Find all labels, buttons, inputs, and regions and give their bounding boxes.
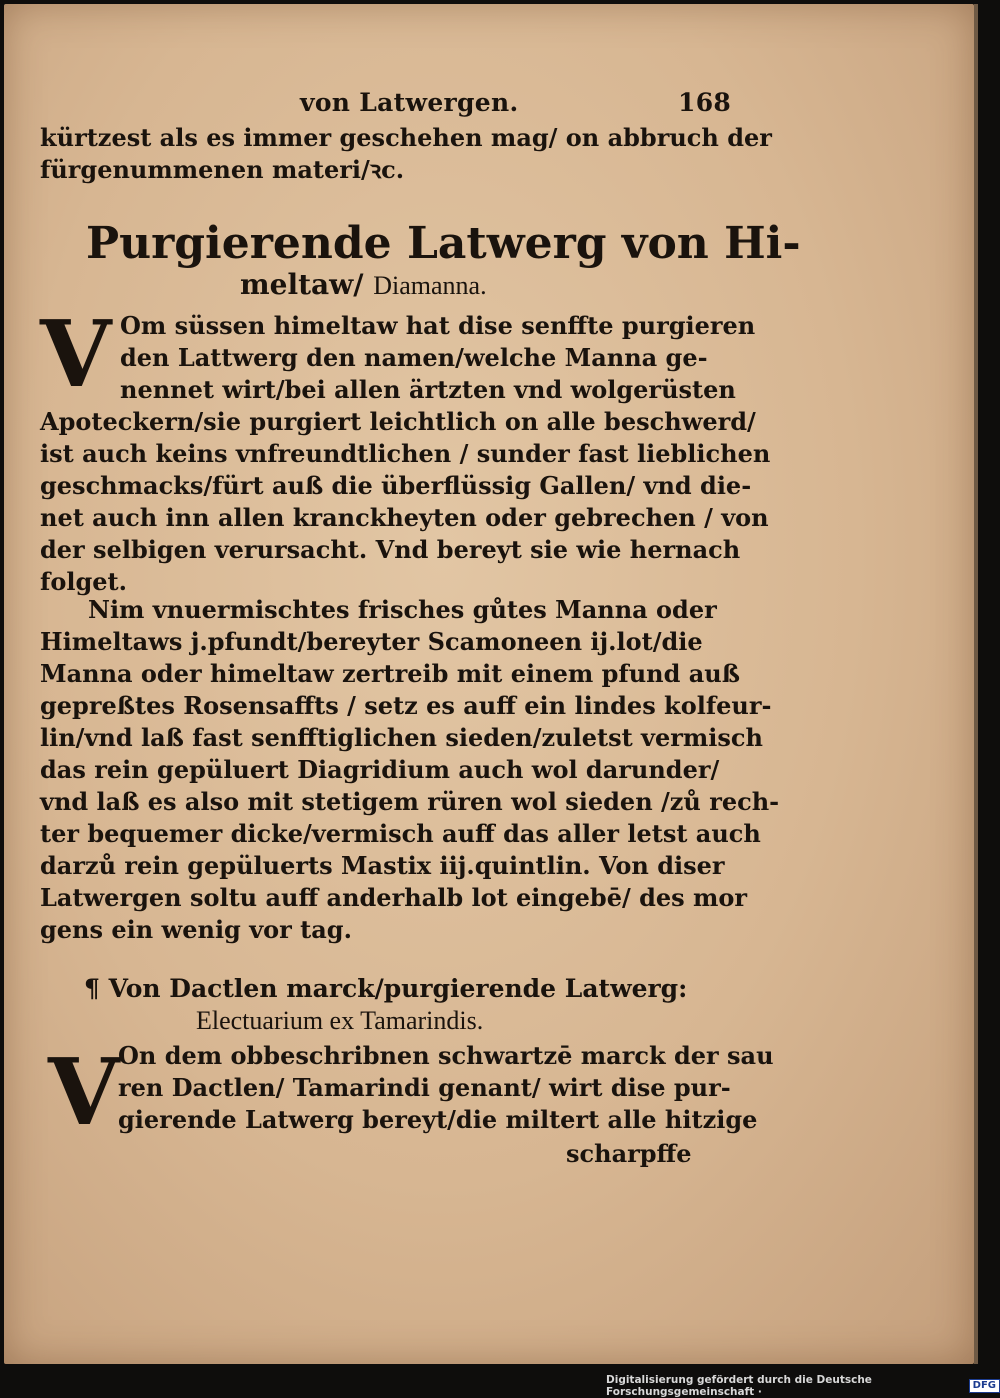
text-line: vnd laß es also mit stetigem rüren wol sieden /zů rech- (40, 787, 780, 816)
text-line: folget. (40, 567, 127, 596)
section-heading-latin: Electuarium ex Tamarindis. (196, 1006, 484, 1035)
page-number: 168 (678, 88, 732, 117)
digitization-credit (606, 1374, 1000, 1398)
text-line: lin/vnd laß fast senfftiglichen sieden/zuletst vermisch (40, 723, 763, 752)
decorated-initial: V (48, 1038, 120, 1146)
text-line: Nim vnuermischtes frisches gůtes Manna oder (88, 595, 717, 624)
text-line: kürtzest als es immer geschehen mag/ on abbruch der (40, 123, 772, 152)
text-line: das rein gepüluert Diagridium auch wol darunder/ (40, 755, 720, 784)
text-line: den Lattwerg den namen/welche Manna ge- (120, 343, 708, 372)
text-line: Latwergen soltu auff anderhalb lot eingebē/ des mor (40, 883, 748, 912)
title-latin: Diamanna. (373, 271, 487, 300)
text-line: ren Dactlen/ Tamarindi genant/ wirt dise pur- (118, 1073, 731, 1102)
dfg-logo: DFG (969, 1379, 1000, 1393)
text-line: Himeltaws j.pfundt/bereyter Scamoneen ij.lot/die (40, 627, 703, 656)
text-line: nennet wirt/bei allen ärtzten vnd wolgerüsten (120, 375, 736, 404)
credit-text: Digitalisierung gefördert durch die Deutsche Forschungsgemeinschaft · (606, 1374, 872, 1398)
page-edge (974, 4, 978, 1364)
running-title: von Latwergen. (300, 88, 519, 117)
section-heading: ¶ Von Dactlen marck/purgierende Latwerg: (84, 974, 688, 1003)
section-title: Purgierende Latwerg von Hi- (86, 218, 801, 269)
text-line: ist auch keins vnfreundtlichen / sunder fast lieblichen (40, 439, 771, 468)
catchword: scharpffe (566, 1139, 692, 1168)
text-line: der selbigen verursacht. Vnd bereyt sie wie hernach (40, 535, 741, 564)
text-line: ter bequemer dicke/vermisch auff das aller letst auch (40, 819, 761, 848)
text-line: darzů rein gepüluerts Mastix iij.quintlin. Von diser (40, 851, 725, 880)
title-word: meltaw/ (240, 268, 364, 301)
section-title-continued (240, 268, 487, 301)
text-line: fürgenummenen materi/ꝛc. (40, 155, 405, 184)
text-line: On dem obbeschribnen schwartzē marck der sau (118, 1041, 774, 1070)
text-line: net auch inn allen kranckheyten oder gebrechen / von (40, 503, 769, 532)
decorated-initial: V (40, 300, 112, 408)
text-line: gierende Latwerg bereyt/die miltert alle hitzige (118, 1105, 758, 1134)
text-line: gens ein wenig vor tag. (40, 915, 352, 944)
text-line: Manna oder himeltaw zertreib mit einem pfund auß (40, 659, 740, 688)
text-line: Om süssen himeltaw hat dise senffte purgieren (120, 311, 756, 340)
text-line: geschmacks/fürt auß die überflüssig Gallen/ vnd die- (40, 471, 752, 500)
text-line: Apoteckern/sie purgiert leichtlich on alle beschwerd/ (40, 407, 756, 436)
text-line: gepreßtes Rosensaffts / setz es auff ein lindes kolfeur- (40, 691, 772, 720)
